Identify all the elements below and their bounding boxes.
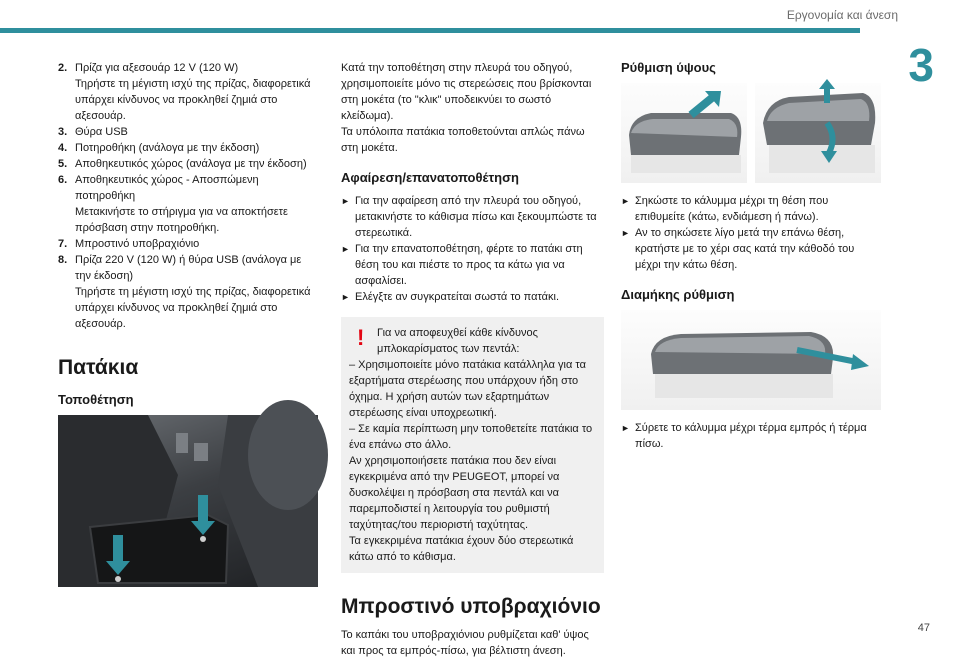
column-left [58, 60, 318, 587]
bullet-text: Ελέγξτε αν συγκρατείται σωστά το πατάκι. [355, 291, 560, 303]
list-item-text: Θύρα USB [75, 126, 128, 138]
bullet-text: Για την αφαίρεση από την πλευρά του οδηγού, μετακινήστε το κάθισμα πίσω και ξεκουμπώστε τα στερεωτικά. [355, 195, 597, 239]
armrest-height-photos [621, 83, 881, 183]
placement-text-2: Τα υπόλοιπα πατάκια τοποθετούνται απλώς πάνω στη μοκέτα. [341, 126, 585, 154]
list-item-number: 4. [58, 142, 68, 154]
list-item [58, 236, 318, 252]
triangle-bullet-icon: ► [621, 196, 630, 206]
bullet-item [621, 420, 881, 452]
header-accent-bar [0, 28, 860, 33]
list-item-text: Αποθηκευτικός χώρος (ανάλογα με την έκδοση) [75, 158, 307, 170]
armrest-text: Το καπάκι του υποβραχιόνιου ρυθμίζεται καθ' ύψος και προς τα εμπρός-πίσω, για βέλτιστη άνεση. [341, 629, 589, 657]
length-bullets [621, 420, 881, 452]
bullet-item [621, 193, 881, 225]
armrest-photo-2 [755, 83, 881, 183]
list-item-number: 7. [58, 238, 68, 250]
column-middle [341, 60, 604, 659]
warning-line: – Σε καμία περίπτωση μην τοποθετείτε πατάκια το ένα επάνω στο άλλο. [349, 423, 593, 451]
list-item-text: Πρίζα 220 V (120 W) ή θύρα USB (ανάλογα με την έκδοση) [75, 254, 302, 282]
bullet-item [341, 241, 604, 289]
heading-mats: Πατάκια [58, 356, 139, 379]
bullet-text: Σηκώστε το κάλυμμα μέχρι τη θέση που επιθυμείτε (κάτω, ενδιάμεση ή πάνω). [635, 195, 829, 223]
triangle-bullet-icon: ► [341, 196, 350, 206]
armrest-length-photo [621, 310, 881, 410]
floor-mat-photo [58, 415, 318, 587]
list-item [58, 252, 318, 332]
list-item-text: Πρίζα για αξεσουάρ 12 V (120 W) [75, 62, 239, 74]
bullet-text: Για την επανατοποθέτηση, φέρτε το πατάκι στη θέση του και πιέστε το προς τα κάτω για να ασφαλίσει. [355, 243, 583, 287]
warning-line: Αν χρησιμοποιήσετε πατάκια που δεν είναι εγκεκριμένα από την PEUGEOT, μπορεί να δυσκολέψει η πρόσβαση στα πεντάλ και να παρεμποδιστεί η λειτουργία του ρυθμιστή ταχύτητας/του περιοριστή ταχύτητας. [349, 455, 560, 531]
up-arrow-icon [691, 91, 721, 115]
warning-line: – Χρησιμοποιείτε μόνο πατάκια κατάλληλα για τα εξαρτήματα στερέωσης που υπάρχουν ήδη στο όχημα. Η χρήση αυτών των εξαρτημάτων στερέωσης είναι υποχρεωτική. [349, 359, 586, 419]
heading-armrest: Μπροστινό υποβραχιόνιο [341, 595, 601, 618]
height-bullets [621, 193, 881, 273]
numbered-list [58, 60, 318, 332]
warning-icon: ! [357, 325, 365, 350]
bullet-item [341, 193, 604, 241]
column-right [621, 60, 881, 452]
page-number: 47 [917, 622, 930, 634]
list-item [58, 172, 318, 236]
list-item-text: Μπροστινό υποβραχιόνιο [75, 238, 200, 250]
list-item-number: 3. [58, 126, 68, 138]
list-item [58, 124, 318, 140]
triangle-bullet-icon: ► [621, 423, 630, 433]
bullet-text: Αν το σηκώσετε λίγο μετά την επάνω θέση, κρατήστε με το χέρι σας κατά την κάθοδό του μέχρι την κάτω θέση. [635, 227, 855, 271]
heading-length: Διαμήκης ρύθμιση [621, 287, 735, 302]
list-item [58, 156, 318, 172]
list-item-text: Μετακινήστε το στήριγμα για να αποκτήσετε πρόσβαση στην ποτηροθήκη. [75, 206, 288, 234]
warning-box [341, 317, 604, 573]
list-item-number: 8. [58, 254, 68, 266]
bullet-item [621, 225, 881, 273]
triangle-bullet-icon: ► [621, 228, 630, 238]
armrest-photo-1 [621, 83, 747, 183]
chapter-title: Εργονομία και άνεση [786, 8, 898, 22]
placement-text: Κατά την τοποθέτηση στην πλευρά του οδηγού, χρησιμοποιείτε μόνο τις στερεώσεις που βρίσκονται στη μοκέτα (το "κλικ" υποδεικνύει το σωστό κλείδωμα). [341, 62, 592, 122]
heading-remove: Αφαίρεση/επανατοποθέτηση [341, 170, 519, 185]
triangle-bullet-icon: ► [341, 244, 350, 254]
triangle-bullet-icon: ► [341, 292, 350, 302]
bullet-text: Σύρετε το κάλυμμα μέχρι τέρμα εμπρός ή τέρμα πίσω. [635, 422, 867, 450]
list-item-number: 6. [58, 174, 68, 186]
heading-height: Ρύθμιση ύψους [621, 60, 716, 75]
list-item-number: 2. [58, 62, 68, 74]
list-item-text: Τηρήστε τη μέγιστη ισχύ της πρίζας, διαφορετικά υπάρχει κίνδυνος να προκληθεί ζημιά στο αξεσουάρ. [75, 78, 311, 122]
chapter-number: 3 [908, 39, 934, 91]
remove-bullets [341, 193, 604, 305]
list-item-number: 5. [58, 158, 68, 170]
warning-lines [349, 357, 596, 565]
list-item-text: Τηρήστε τη μέγιστη ισχύ της πρίζας, διαφορετικά υπάρχει κίνδυνος να προκληθεί ζημιά στο αξεσουάρ. [75, 286, 311, 330]
warning-line: Τα εγκεκριμένα πατάκια έχουν δύο στερεωτικά κάτω από το κάθισμα. [349, 535, 574, 563]
list-item [58, 140, 318, 156]
warning-lead: Για να αποφευχθεί κάθε κίνδυνος μπλοκαρίσματος των πεντάλ: [377, 327, 538, 355]
heading-placement: Τοποθέτηση [58, 392, 134, 407]
list-item-text: Ποτηροθήκη (ανάλογα με την έκδοση) [75, 142, 260, 154]
list-item [58, 60, 318, 124]
list-item-text: Αποθηκευτικός χώρος - Αποσπώμενη ποτηροθήκη [75, 174, 259, 202]
bullet-item [341, 289, 604, 305]
